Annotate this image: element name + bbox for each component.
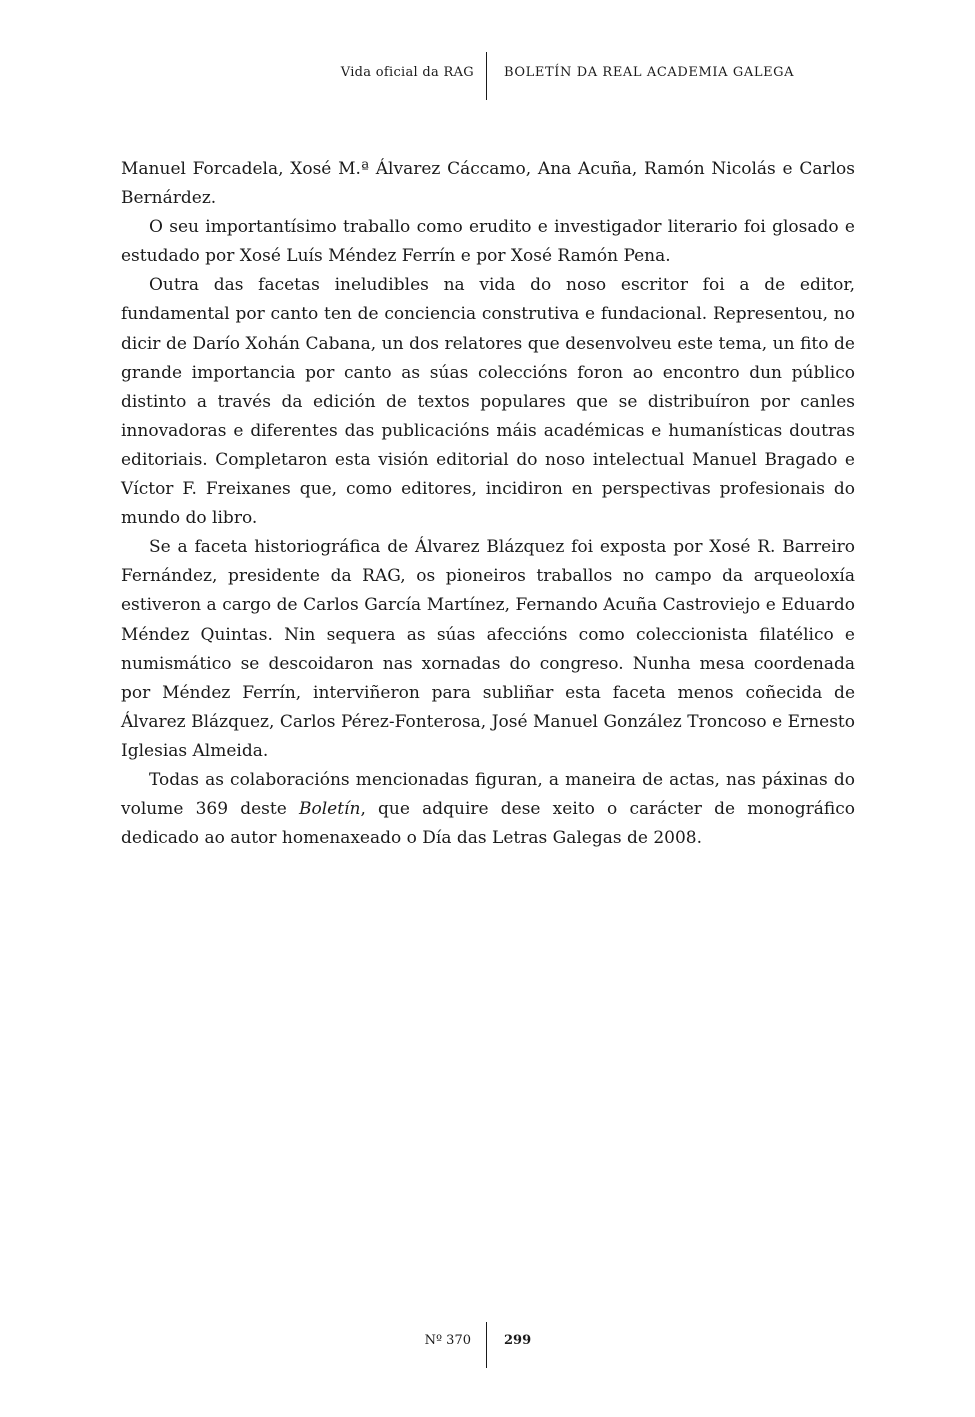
paragraph-5	[121, 766, 855, 853]
page-number: 299	[504, 1333, 532, 1348]
header-journal-title: BOLETÍN DA REAL ACADEMIA GALEGA	[504, 65, 795, 80]
paragraph-5-start: Todas as colaboracións mencionadas figuran, a maneira de actas, nas páxinas do volume 369 deste	[121, 769, 855, 820]
footer-divider	[486, 1322, 487, 1368]
issue-number: Nº 370	[424, 1333, 471, 1348]
running-header	[0, 52, 975, 100]
header-section-title: Vida oficial da RAG	[340, 65, 474, 80]
paragraph-2: O seu importantísimo traballo como erudito e investigador literario foi glosado e estudado por Xosé Luís Méndez Ferrín e por Xosé Ramón Pena.	[121, 217, 855, 267]
journal-title-italic: Boletín	[298, 799, 361, 820]
header-divider	[486, 52, 487, 100]
paragraph-3: Outra das facetas ineludibles na vida do noso escritor foi a de editor, fundamental por canto ten de conciencia construtiva e fundacional. Representou, no dicir de Darío Xohán Cabana, un dos relatores que desenvolveu este tema, un fito de grande importancia por canto as súas coleccións foron ao encontro dun público distinto a través da edición de textos populares que se distribuíron por canles innovadoras e diferentes das publicacións máis académicas e humanísticas doutras editoriais. Completaron esta visión editorial do noso intelectual Manuel Bragado e Víctor F. Freixanes que, como editores, incidiron en perspectivas profesionais do mundo do libro.	[121, 275, 855, 529]
article-body	[121, 155, 855, 853]
paragraph-4: Se a faceta historiográfica de Álvarez Blázquez foi exposta por Xosé R. Barreiro Fernández, presidente da RAG, os pioneiros traballos no campo da arqueoloxía estiveron a cargo de Carlos García Martínez, Fernando Acuña Castroviejo e Eduardo Méndez Quintas. Nin sequera as súas afeccións como coleccionista filatélico e numismático se descoidaron nas xornadas do congreso. Nunha mesa coordenada por Méndez Ferrín, interviñeron para subliñar esta faceta menos coñecida de Álvarez Blázquez, Carlos Pérez-Fonterosa, José Manuel González Troncoso e Ernesto Iglesias Almeida.	[121, 537, 855, 761]
page-footer	[0, 1322, 975, 1368]
paragraph-1: Manuel Forcadela, Xosé M.ª Álvarez Cáccamo, Ana Acuña, Ramón Nicolás e Carlos Bernárdez.	[121, 159, 855, 209]
paragraph-5-end: , que adquire dese xeito o carácter de monográfico dedicado ao autor homenaxeado o Día das Letras Galegas de 2008.	[121, 799, 856, 849]
